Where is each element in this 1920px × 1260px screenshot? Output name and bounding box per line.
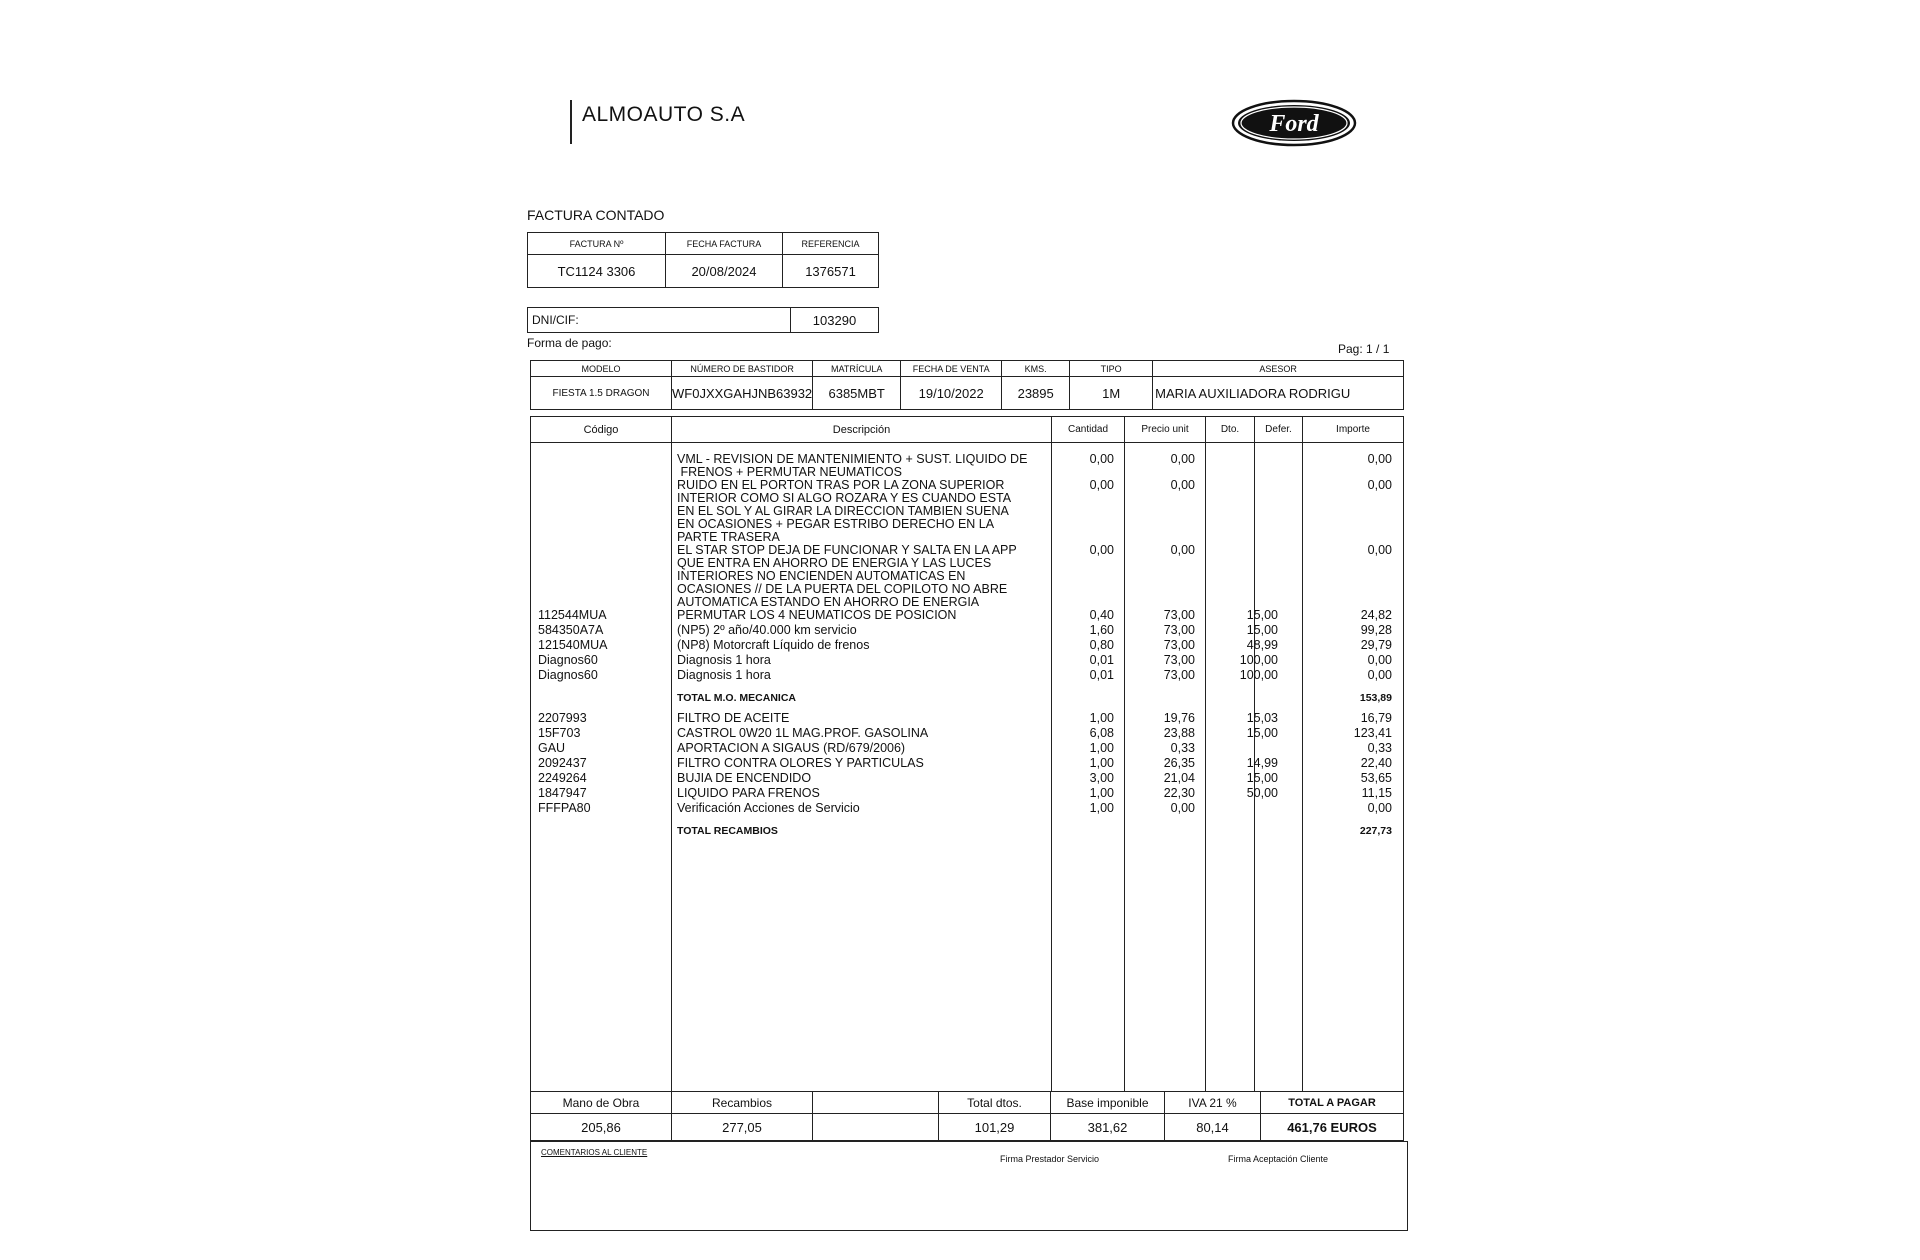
vehicle-vin: WF0JXXGAHJNB63932 [672, 377, 813, 410]
col-qty: Cantidad [1052, 417, 1125, 443]
line-discount: 14,99 [1246, 756, 1278, 770]
line-amount: 0,33 [1367, 741, 1392, 755]
col-defer: Defer. [1255, 417, 1303, 443]
lines-body [530, 443, 1404, 1092]
line-price: 19,76 [1163, 711, 1195, 725]
labour-value: 205,86 [531, 1114, 672, 1141]
line-amount: 0,00 [1367, 452, 1392, 466]
invoice-header-table [527, 232, 879, 288]
totals-blank-label [813, 1092, 939, 1114]
line-amount: 0,00 [1367, 668, 1392, 682]
line-qty: 0,40 [1089, 608, 1114, 622]
line-code: 2207993 [538, 711, 587, 725]
line-qty: 0,00 [1089, 452, 1114, 466]
line-description: VML - REVISION DE MANTENIMIENTO + SUST. LIQUIDO DE FRENOS + PERMUTAR NEUMATICOS [677, 452, 1028, 479]
dni-label: DNI/CIF: [528, 308, 791, 333]
sale-date-label: FECHA DE VENTA [901, 361, 1002, 377]
ford-logo-text: Ford [1269, 111, 1319, 137]
line-qty: 1,00 [1089, 741, 1114, 755]
line-price: 23,88 [1163, 726, 1195, 740]
line-price: 73,00 [1163, 653, 1195, 667]
line-qty: 0,80 [1089, 638, 1114, 652]
payment-method-label: Forma de pago: [527, 336, 612, 350]
line-qty: 0,01 [1089, 668, 1114, 682]
line-description: LIQUIDO PARA FRENOS [677, 786, 820, 800]
vehicle-model: FIESTA 1.5 DRAGON [531, 377, 672, 410]
line-code: 15F703 [538, 726, 581, 740]
line-amount: 24,82 [1360, 608, 1392, 622]
col-discount: Dto. [1206, 417, 1255, 443]
invoice-reference-label: REFERENCIA [783, 233, 879, 255]
line-code: 121540MUA [538, 638, 608, 652]
dni-value: 103290 [791, 308, 879, 333]
plate-label: MATRÍCULA [813, 361, 901, 377]
line-price: 21,04 [1163, 771, 1195, 785]
comments-label: COMENTARIOS AL CLIENTE [541, 1148, 648, 1157]
line-code: GAU [538, 741, 566, 755]
line-amount: 16,79 [1360, 711, 1392, 725]
line-amount: 0,00 [1367, 478, 1392, 492]
vehicle-kms: 23895 [1002, 377, 1070, 410]
line-code: 112544MUA [538, 608, 607, 622]
vehicle-advisor: MARIA AUXILIADORA RODRIGU [1153, 377, 1404, 410]
subtotal-mo-label: TOTAL M.O. MECANICA [677, 692, 796, 704]
line-description: BUJIA DE ENCENDIDO [677, 771, 812, 785]
line-code: Diagnos60 [538, 668, 598, 682]
line-description: CASTROL 0W20 1L MAG.PROF. GASOLINA [677, 726, 929, 740]
dni-table [527, 307, 879, 333]
line-description: FILTRO DE ACEITE [677, 711, 790, 725]
col-description: Descripción [672, 417, 1052, 443]
line-price: 73,00 [1163, 608, 1195, 622]
line-discount: 15,00 [1246, 623, 1278, 637]
vehicle-sale-date: 19/10/2022 [901, 377, 1002, 410]
type-label: TIPO [1070, 361, 1153, 377]
invoice-date: 20/08/2024 [666, 255, 783, 288]
iva-label: IVA 21 % [1165, 1092, 1261, 1114]
ford-logo [1231, 99, 1357, 147]
line-price: 73,00 [1163, 623, 1195, 637]
line-description: Diagnosis 1 hora [677, 653, 771, 667]
line-amount: 53,65 [1360, 771, 1392, 785]
discounts-label: Total dtos. [939, 1092, 1051, 1114]
line-price: 0,00 [1170, 543, 1195, 557]
base-value: 381,62 [1051, 1114, 1165, 1141]
parts-label: Recambios [672, 1092, 813, 1114]
line-description: (NP8) Motorcraft Líquido de frenos [677, 638, 870, 652]
document-title: FACTURA CONTADO [527, 207, 665, 223]
line-code: Diagnos60 [538, 653, 598, 667]
invoice-number-label: FACTURA Nº [528, 233, 666, 255]
col-amount: Importe [1303, 417, 1404, 443]
line-qty: 1,60 [1089, 623, 1114, 637]
line-price: 73,00 [1163, 668, 1195, 682]
line-amount: 123,41 [1353, 726, 1392, 740]
line-amount: 0,00 [1367, 543, 1392, 557]
line-amount: 29,79 [1360, 638, 1392, 652]
line-qty: 0,01 [1089, 653, 1114, 667]
line-price: 0,00 [1170, 801, 1195, 815]
line-description: PERMUTAR LOS 4 NEUMATICOS DE POSICION [677, 608, 957, 622]
page-number: Pag: 1 / 1 [1338, 342, 1390, 356]
line-description: EL STAR STOP DEJA DE FUNCIONAR Y SALTA EN LA APP QUE ENTRA EN AHORRO DE ENERGIA Y LAS LUCES INTERIORES NO ENCIENDEN AUTOMATICAS EN OCASIONES // DE LA PUERTA DEL COPILOTO NO ABRE AUTOMATICA ESTANDO EN AHORRO DE ENERGIA [677, 543, 1017, 609]
line-amount: 0,00 [1367, 801, 1392, 815]
base-label: Base imponible [1051, 1092, 1165, 1114]
line-price: 22,30 [1163, 786, 1195, 800]
line-description: (NP5) 2º año/40.000 km servicio [677, 623, 857, 637]
line-code: 2249264 [538, 771, 587, 785]
line-price: 73,00 [1163, 638, 1195, 652]
line-discount: 15,00 [1246, 608, 1278, 622]
line-description: APORTACION A SIGAUS (RD/679/2006) [677, 741, 906, 755]
invoice-number: TC1124 3306 [528, 255, 666, 288]
subtotal-mo-amount: 153,89 [1359, 692, 1392, 704]
vehicle-table [530, 360, 1404, 410]
line-price: 0,00 [1170, 452, 1195, 466]
line-discount: 50,00 [1246, 786, 1278, 800]
line-discount: 15,03 [1246, 711, 1278, 725]
line-price: 0,00 [1170, 478, 1195, 492]
line-qty: 0,00 [1089, 543, 1114, 557]
totals-table [530, 1091, 1404, 1141]
line-qty: 1,00 [1089, 756, 1114, 770]
line-description: Verificación Acciones de Servicio [677, 801, 860, 815]
kms-label: KMS. [1002, 361, 1070, 377]
line-code: 2092437 [538, 756, 587, 770]
col-unit-price: Precio unit [1125, 417, 1206, 443]
line-qty: 3,00 [1089, 771, 1114, 785]
vehicle-plate: 6385MBT [813, 377, 901, 410]
parts-value: 277,05 [672, 1114, 813, 1141]
line-price: 26,35 [1163, 756, 1195, 770]
invoice-date-label: FECHA FACTURA [666, 233, 783, 255]
totals-blank-value [813, 1114, 939, 1141]
total-value: 461,76 EUROS [1261, 1114, 1404, 1141]
line-discount: 100,00 [1239, 668, 1278, 682]
advisor-label: ASESOR [1153, 361, 1404, 377]
comments-box [530, 1141, 1408, 1231]
line-qty: 1,00 [1089, 786, 1114, 800]
line-description: FILTRO CONTRA OLORES Y PARTICULAS [677, 756, 924, 770]
subtotal-parts-amount: 227,73 [1359, 825, 1392, 837]
vin-label: NÚMERO DE BASTIDOR [672, 361, 813, 377]
line-qty: 6,08 [1089, 726, 1114, 740]
total-label: TOTAL A PAGAR [1261, 1092, 1404, 1114]
discounts-value: 101,29 [939, 1114, 1051, 1141]
subtotal-parts-label: TOTAL RECAMBIOS [677, 825, 778, 837]
line-qty: 1,00 [1089, 801, 1114, 815]
labour-label: Mano de Obra [531, 1092, 672, 1114]
header-mark [570, 100, 572, 144]
line-qty: 1,00 [1089, 711, 1114, 725]
line-qty: 0,00 [1089, 478, 1114, 492]
company-name: ALMOAUTO S.A [582, 103, 746, 126]
provider-signature-label: Firma Prestador Servicio [1000, 1154, 1100, 1164]
line-discount: 15,00 [1246, 726, 1278, 740]
line-amount: 99,28 [1360, 623, 1392, 637]
client-signature-label: Firma Aceptación Cliente [1228, 1154, 1329, 1164]
vehicle-type: 1M [1070, 377, 1153, 410]
line-price: 0,33 [1170, 741, 1195, 755]
line-description: RUIDO EN EL PORTON TRAS POR LA ZONA SUPERIOR INTERIOR COMO SI ALGO ROZARA Y ES CUANDO ESTA EN EL SOL Y AL GIRAR LA DIRECCION TAMBIEN SUENA EN OCASIONES + PEGAR ESTRIBO DERECHO EN LA PARTE TRASERA [677, 478, 1012, 544]
line-discount: 48,99 [1246, 638, 1278, 652]
lines-header [530, 416, 1404, 443]
line-discount: 15,00 [1246, 771, 1278, 785]
model-label: MODELO [531, 361, 672, 377]
iva-value: 80,14 [1165, 1114, 1261, 1141]
line-description: Diagnosis 1 hora [677, 668, 771, 682]
line-amount: 0,00 [1367, 653, 1392, 667]
line-code: FFFPA80 [538, 801, 591, 815]
col-code: Código [531, 417, 672, 443]
line-discount: 100,00 [1239, 653, 1278, 667]
line-code: 584350A7A [538, 623, 604, 637]
invoice-reference: 1376571 [783, 255, 879, 288]
line-amount: 11,15 [1361, 786, 1392, 800]
line-amount: 22,40 [1360, 756, 1392, 770]
line-code: 1847947 [538, 786, 587, 800]
